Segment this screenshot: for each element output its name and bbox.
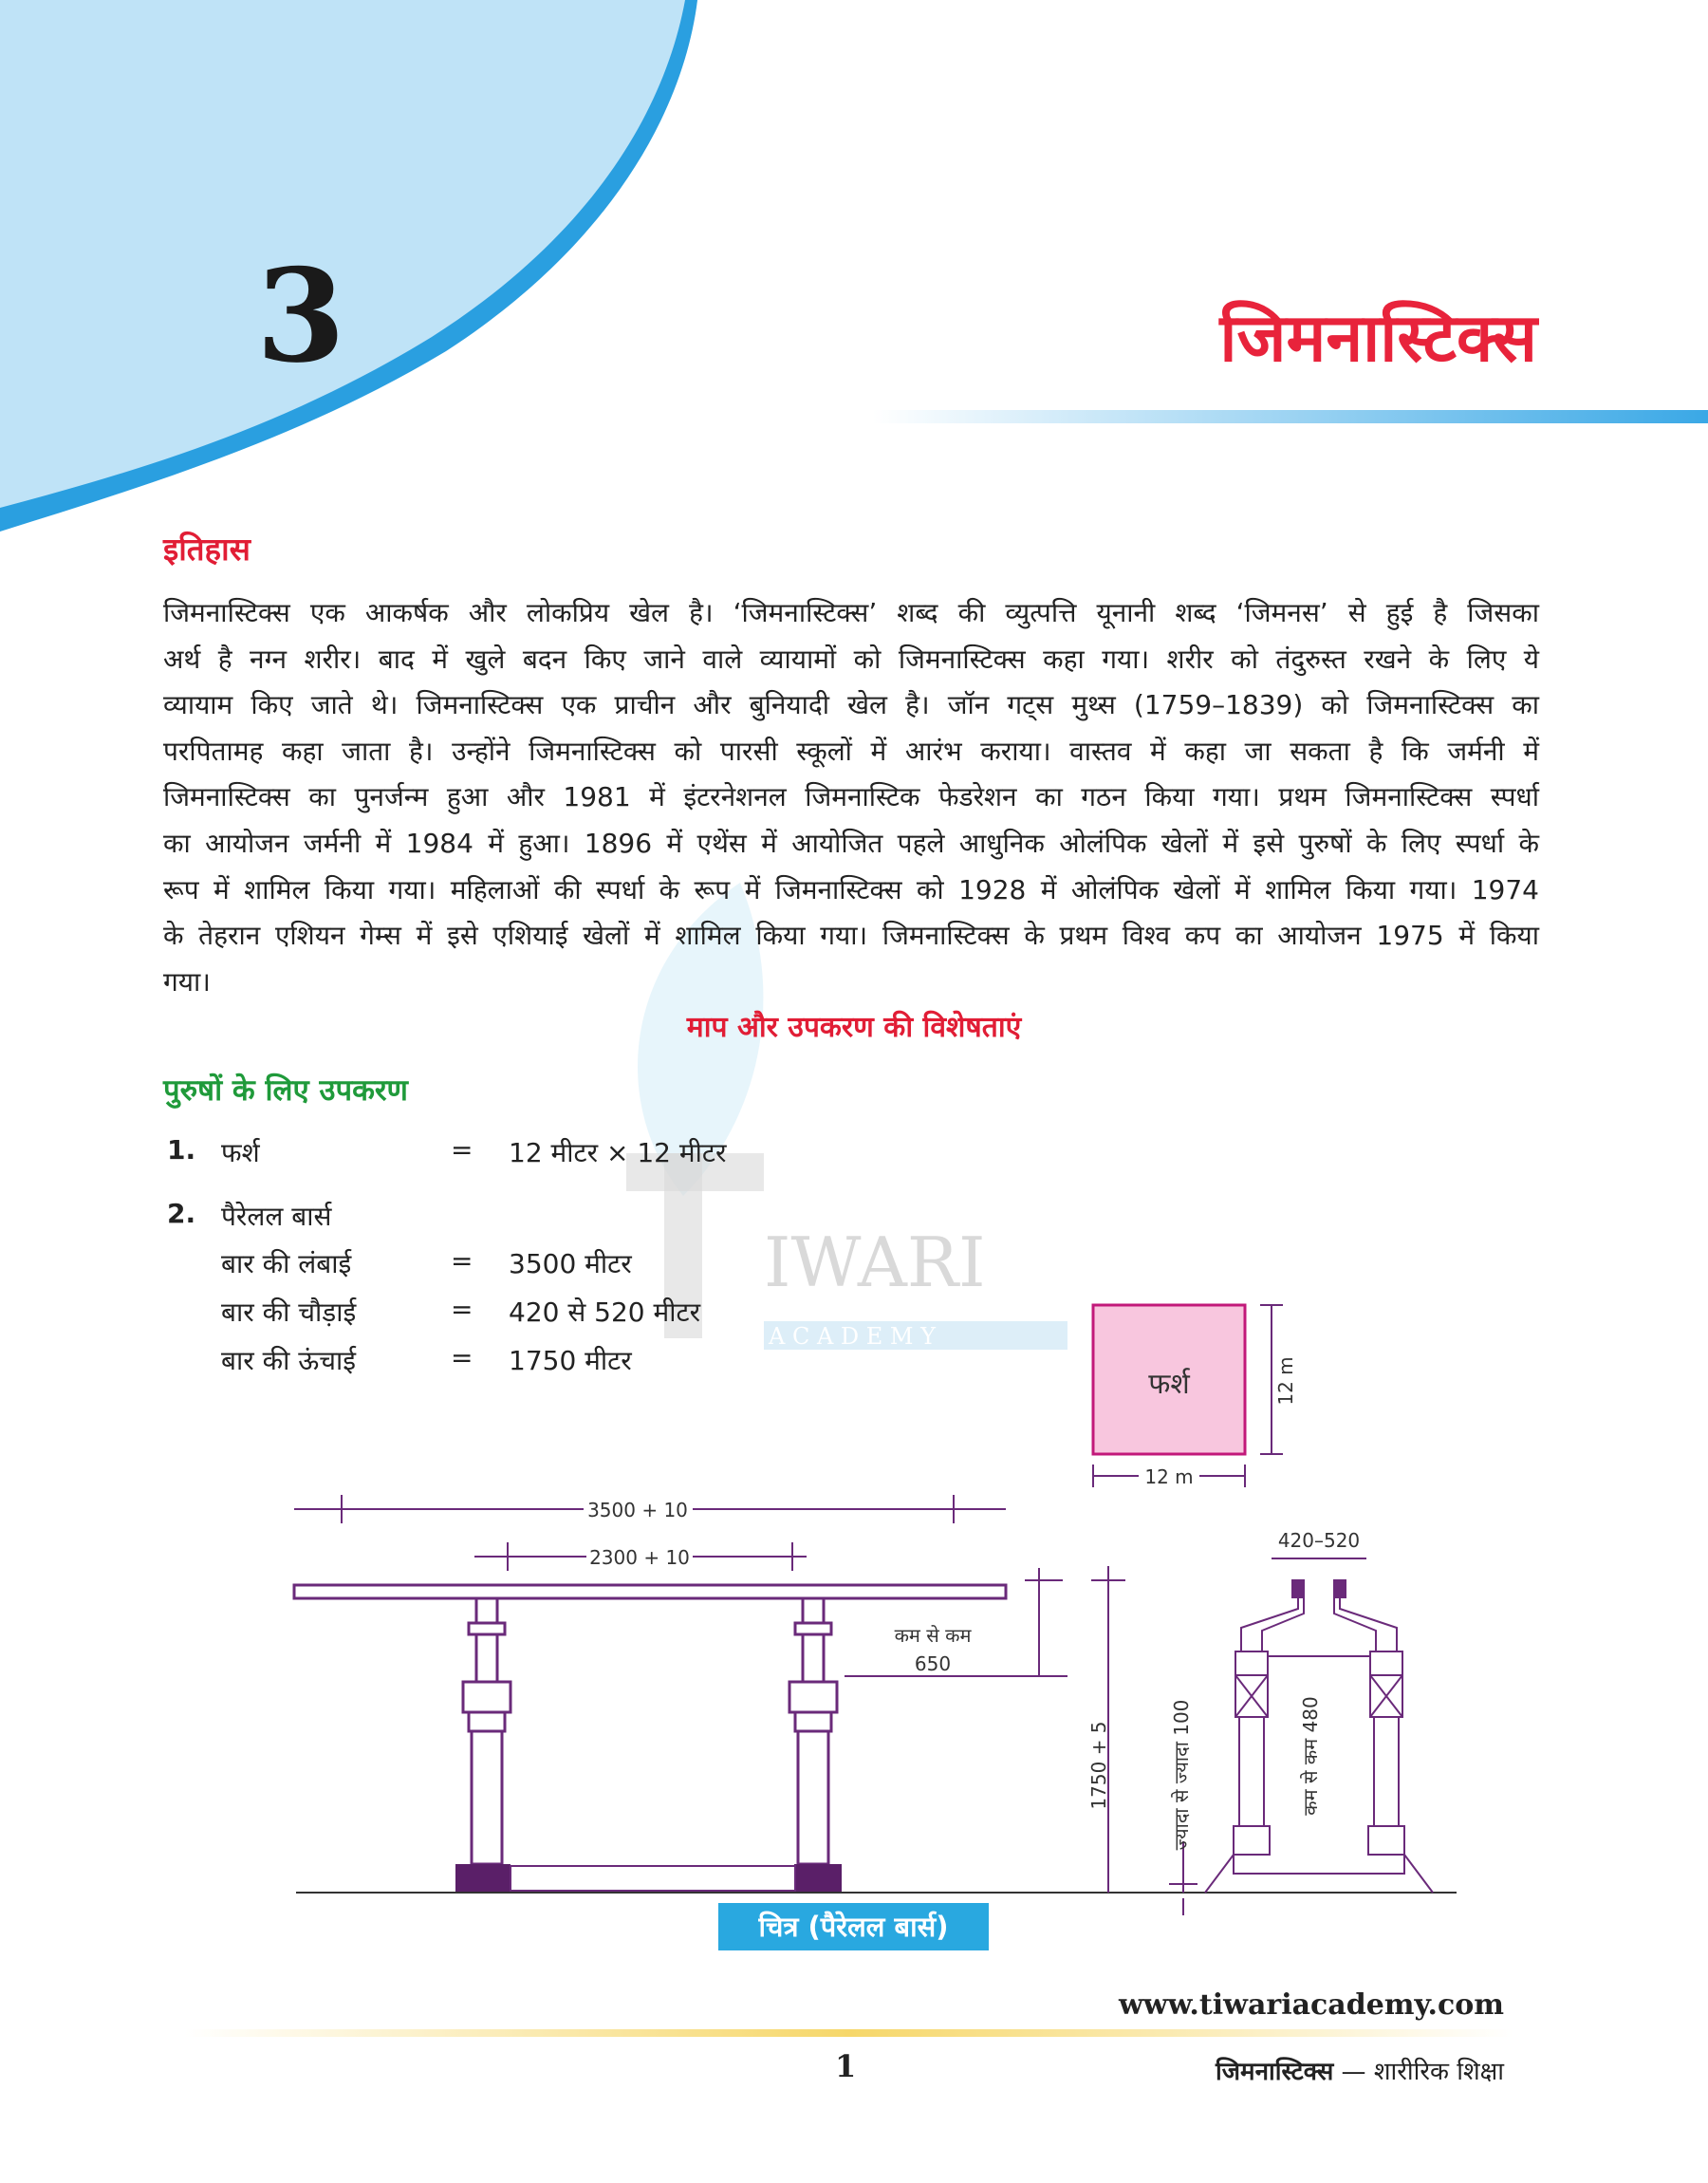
- history-line: गया।: [163, 965, 211, 998]
- sub-item-value: 420 से 520 मीटर: [509, 1297, 701, 1328]
- footer-label-bold: जिमनास्टिक्स: [1216, 2058, 1334, 2086]
- page-number: 1: [835, 2048, 857, 2084]
- floor-side-label: 12 m: [1274, 1356, 1297, 1406]
- history-line: अर्थ है नग्न शरीर। बाद में खुले बदन किए जाने वाले व्यायामों को जिमनास्टिक्स कहा गया। शरीर को तंदुरुस्त रखने के लिए ये: [163, 643, 1539, 675]
- figure-caption: चित्र (पैरेलल बार्स): [718, 1903, 989, 1950]
- history-heading: इतिहास: [163, 531, 251, 568]
- sub-item-equals: =: [451, 1294, 473, 1325]
- sub-item-label: बार की लंबाई: [221, 1248, 352, 1279]
- footer-label-rest: — शारीरिक शिक्षा: [1333, 2058, 1504, 2086]
- watermark-text: IWARI: [764, 1222, 986, 1302]
- right-base: [794, 1864, 842, 1893]
- base-rail: [511, 1866, 795, 1891]
- men-equipment-heading: पुरुषों के लिए उपकरण: [163, 1073, 408, 1108]
- height-label: 1750 + 5: [1087, 1721, 1110, 1810]
- min-480-label: कम से कम 480: [1299, 1696, 1322, 1816]
- sub-item-value: 3500 मीटर: [509, 1248, 632, 1279]
- left-post: [463, 1598, 511, 1864]
- parallel-bar-rail: [294, 1585, 1006, 1598]
- max-100-label: ज्यादा से ज्यादा 100: [1170, 1699, 1193, 1851]
- floor-label: फर्श: [1148, 1368, 1190, 1401]
- dim-2300-label: 2300 + 10: [589, 1546, 690, 1569]
- sub-item-label: बार की चौड़ाई: [221, 1297, 357, 1328]
- history-line: जिमनास्टिक्स का पुनर्जन्म हुआ और 1981 में इंटरनेशनल जिमनास्टिक फेडरेशन का गठन किया गया। प्रथम जिमनास्टिक्स स्पर्धा: [163, 781, 1539, 813]
- history-line: जिमनास्टिक्स एक आकर्षक और लोकप्रिय खेल है। ‘जिमनास्टिक्स’ शब्द की व्युत्पत्ति यूनानी शब्द ‘जिमनस’ से हुई है जिसका: [163, 597, 1539, 628]
- chapter-title: जिमनास्टिक्स: [1219, 299, 1537, 377]
- floor-bottom-label: 12 m: [1144, 1465, 1194, 1488]
- min-650-lines: [845, 1566, 1125, 1893]
- item-equals: =: [451, 1134, 473, 1166]
- history-line: व्यायाम किए जाते थे। जिमनास्टिक्स एक प्राचीन और बुनियादी खेल है। जॉन गट्स मुथ्स (1759–1839) को जिमनास्टिक्स का: [163, 689, 1539, 721]
- item-number: 2.: [167, 1198, 196, 1229]
- right-post: [789, 1598, 837, 1864]
- sub-item-equals: =: [451, 1342, 473, 1373]
- footer-label: [1216, 2053, 1504, 2087]
- min-650-label-2: 650: [914, 1652, 952, 1675]
- sub-item-label: बार की ऊंचाई: [221, 1345, 357, 1376]
- history-line: के तेहरान एशियन गेम्स में इसे एशियाई खेलों में शामिल किया गया। जिमनास्टिक्स के प्रथम विश्व कप का आयोजन 1975 में किया: [163, 920, 1539, 952]
- item-value: 12 मीटर × 12 मीटर: [509, 1137, 727, 1168]
- min-650-label-1: कम से कम: [894, 1624, 972, 1647]
- history-line: रूप में शामिल किया गया। महिलाओं की स्पर्धा के रूप में जिमनास्टिक्स को 1928 में ओलंपिक खेलों में शामिल किया गया। 1974: [163, 873, 1539, 905]
- item-label: पैरेलल बार्स: [221, 1201, 332, 1232]
- sub-item-equals: =: [451, 1245, 473, 1277]
- history-line: परपितामह कहा जाता है। उन्होंने जिमनास्टिक्स को पारसी स्कूलों में आरंभ कराया। वास्तव में कहा जा सकता है कि जर्मनी में: [163, 735, 1539, 767]
- specs-heading: माप और उपकरण की विशेषताएं: [686, 1011, 1022, 1044]
- left-base: [455, 1864, 511, 1893]
- chapter-number: 3: [256, 240, 345, 391]
- item-number: 1.: [167, 1134, 196, 1166]
- history-line: का आयोजन जर्मनी में 1984 में हुआ। 1896 में एथेंस में आयोजित पहले आधुनिक ओलंपिक खेलों में इसे पुरुषों के लिए स्पर्धा के: [163, 827, 1539, 859]
- width-label: 420–520: [1277, 1529, 1361, 1552]
- footer-website[interactable]: www.tiwariacademy.com: [1118, 1988, 1504, 2022]
- dim-3500-label: 3500 + 10: [587, 1499, 688, 1521]
- watermark-subtext: A C A D E M Y: [769, 1323, 936, 1350]
- item-label: फर्श: [221, 1137, 260, 1168]
- sub-item-value: 1750 मीटर: [509, 1345, 632, 1376]
